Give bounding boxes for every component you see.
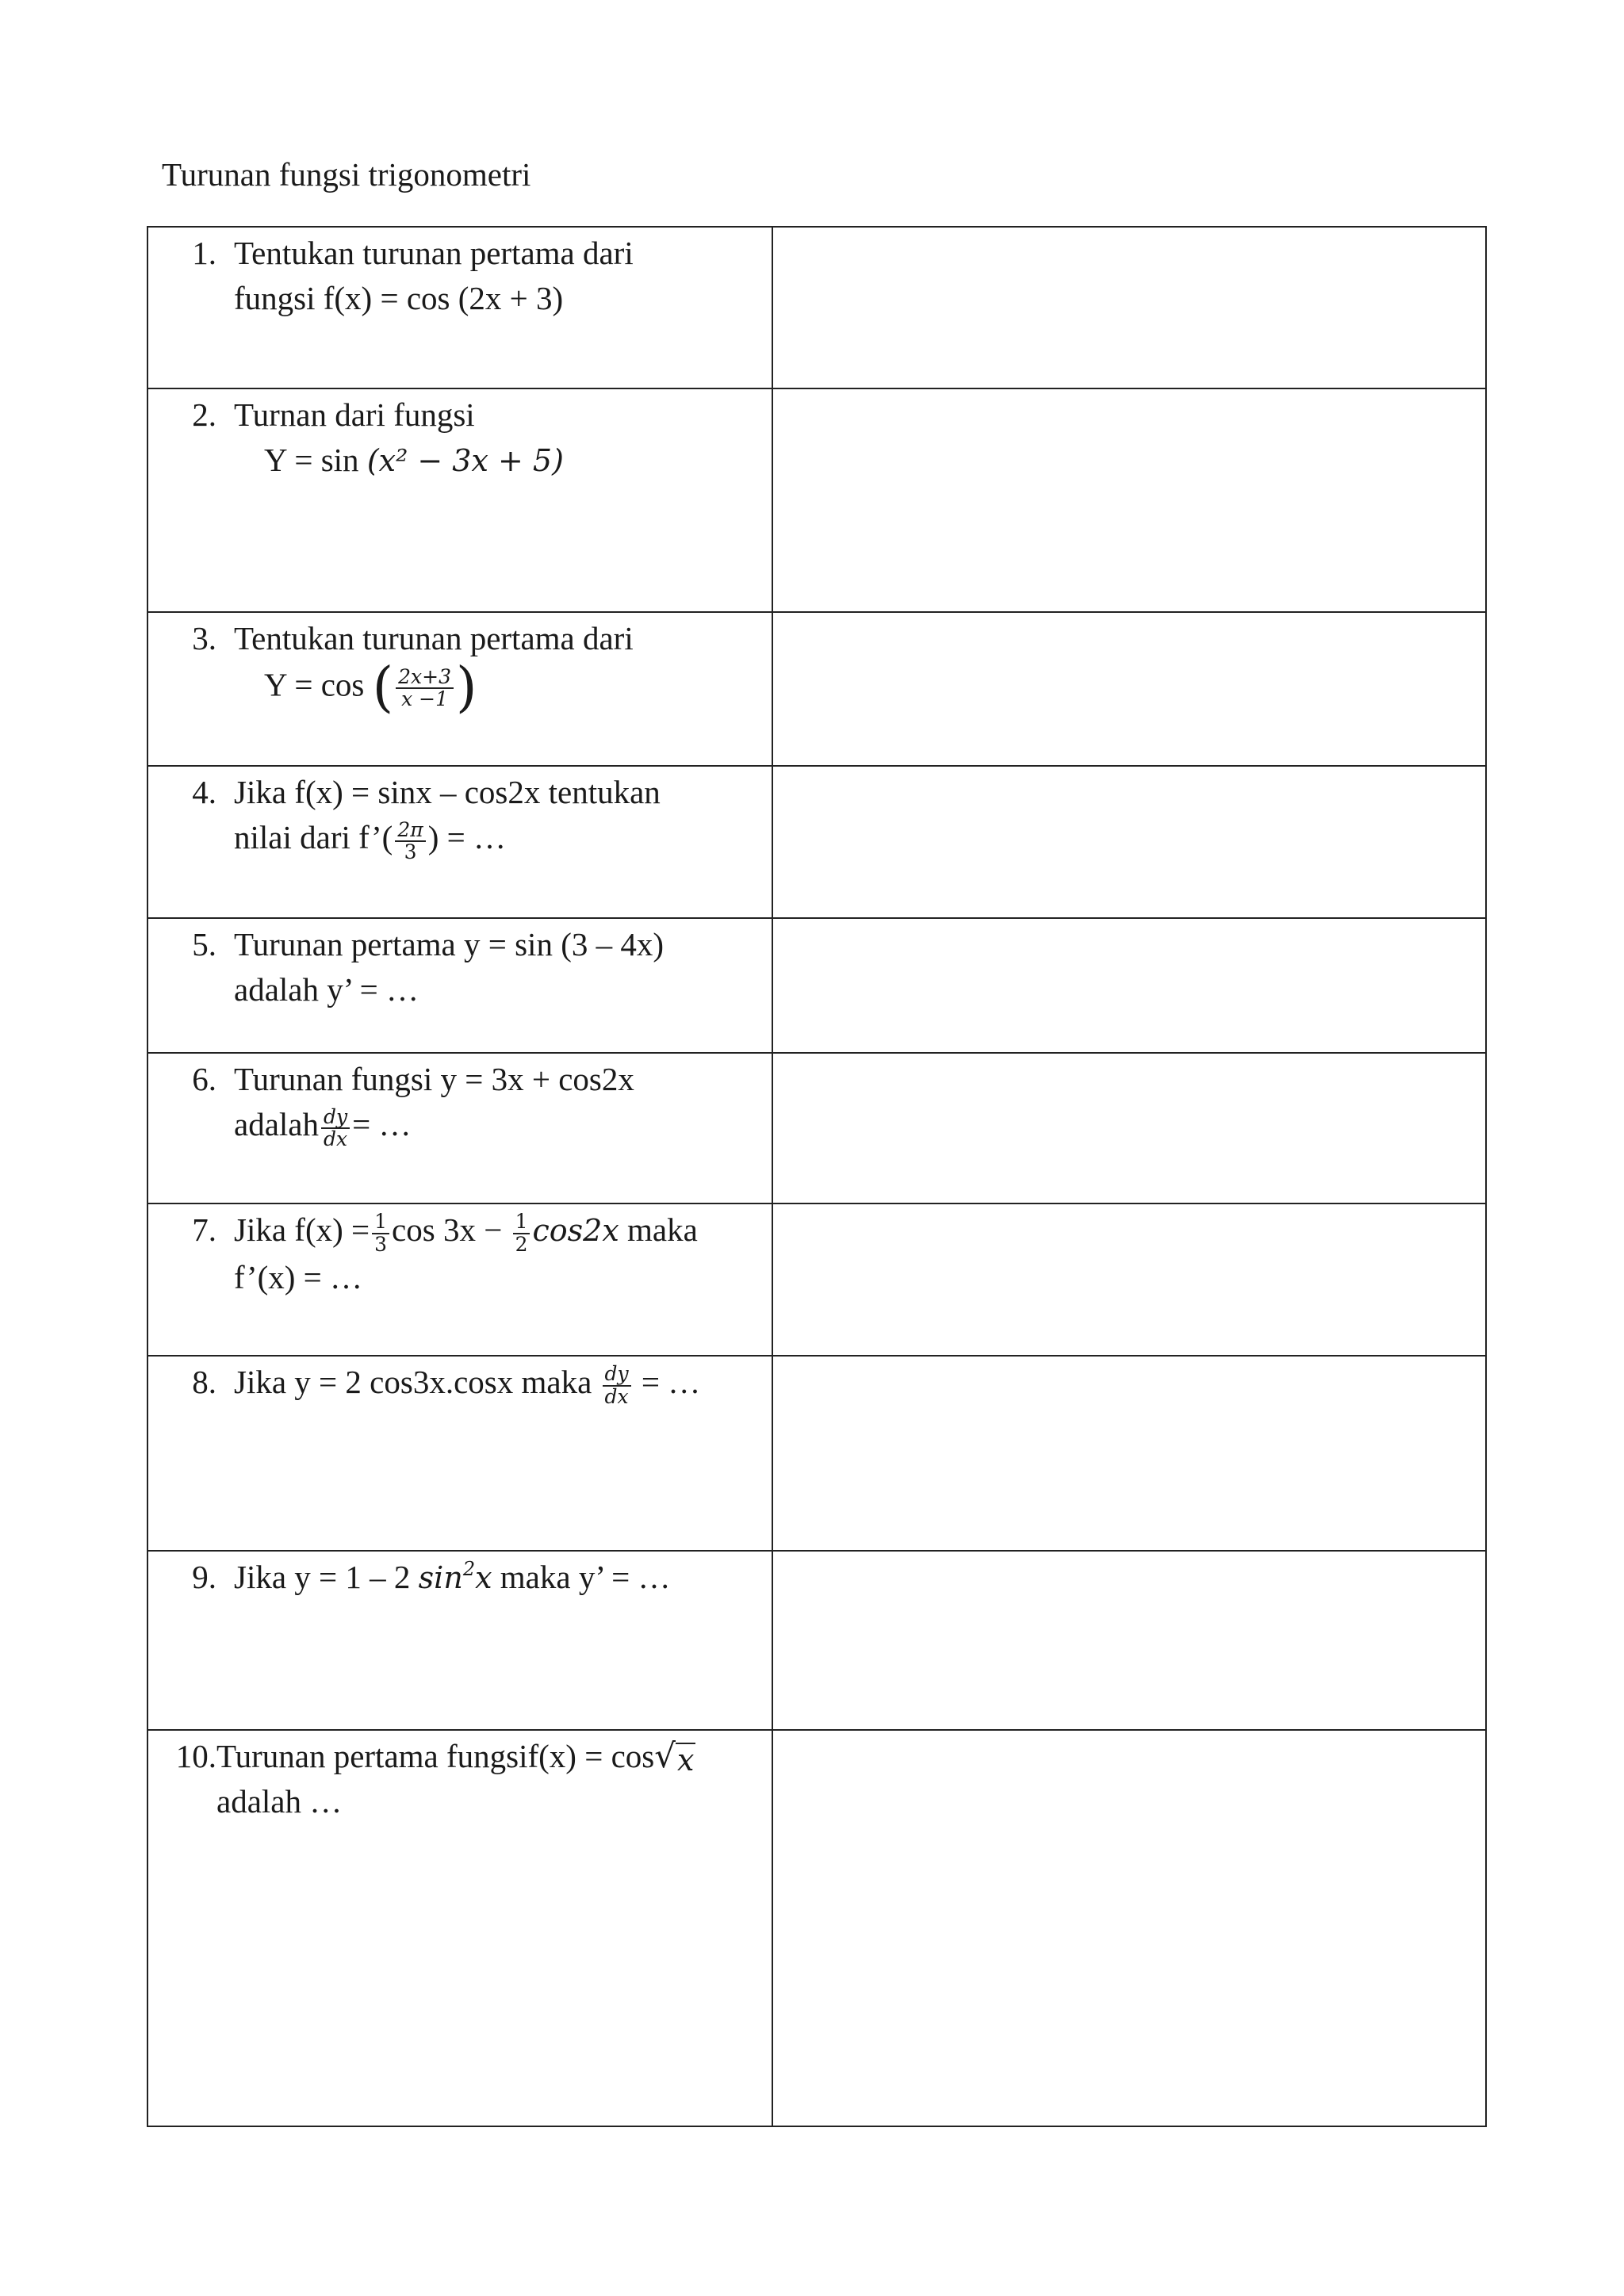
question-text-line2 — [234, 656, 764, 720]
question-text-line1: Turunan pertama y = sin (3 – 4x) — [234, 926, 665, 962]
expression-suffix: = … — [352, 1106, 412, 1143]
table-row — [147, 388, 1486, 612]
fraction-numerator: 1 — [513, 1211, 530, 1234]
question-cell-1 — [147, 227, 772, 388]
question-text-line1: Tentukan turunan pertama dari — [234, 620, 634, 656]
question-cell-6 — [147, 1053, 772, 1203]
question-number: 2. — [192, 396, 216, 433]
question-number: 6. — [192, 1061, 216, 1097]
fraction — [603, 1364, 631, 1407]
question-number: 10. — [175, 1738, 216, 1774]
question-number: 5. — [192, 926, 216, 962]
expression-suffix: maka y’ = … — [500, 1559, 671, 1595]
math-expression — [419, 1560, 492, 1595]
table-row — [147, 1551, 1486, 1730]
answer-cell-5[interactable] — [772, 918, 1486, 1053]
expression-suffix: = … — [641, 1364, 701, 1400]
question-cell-4 — [147, 766, 772, 918]
question-text-line1 — [234, 1207, 764, 1255]
question-text-line2 — [234, 1102, 764, 1150]
radicand: x — [676, 1743, 695, 1777]
math-function: sin — [418, 1560, 463, 1595]
fraction-denominator: dx — [604, 1384, 629, 1408]
question-text-line1 — [234, 1360, 764, 1407]
fraction-numerator: dy — [603, 1364, 631, 1386]
question-number: 9. — [192, 1559, 216, 1595]
expression-suffix: ) = … — [427, 819, 506, 856]
fraction-numerator: 1 — [372, 1211, 389, 1234]
question-text-line2: adalah y’ = … — [234, 971, 419, 1008]
page-title: Turunan fungsi trigonometri — [162, 156, 531, 193]
question-number: 1. — [192, 235, 216, 271]
left-paren: ( — [372, 656, 394, 720]
question-cell-8 — [147, 1356, 772, 1551]
question-text-line1 — [234, 1555, 764, 1600]
answer-cell-3[interactable] — [772, 612, 1486, 766]
fraction-numerator: 2π — [395, 820, 425, 842]
radical-sign: √ — [654, 1736, 676, 1775]
table-row — [147, 1053, 1486, 1203]
question-text-line1: Tentukan turunan pertama dari — [234, 235, 634, 271]
question-text-line2: f’(x) = … — [234, 1258, 362, 1295]
expression-prefix: Jika y = 2 cos3x.cosx maka — [234, 1364, 592, 1400]
answer-cell-7[interactable] — [772, 1203, 1486, 1356]
answer-cell-10[interactable] — [772, 1730, 1486, 2126]
right-paren: ) — [456, 656, 477, 720]
answer-cell-4[interactable] — [772, 766, 1486, 918]
question-number: 8. — [192, 1364, 216, 1400]
expression-prefix: Jika y = 1 – 2 — [234, 1559, 411, 1595]
question-table — [147, 226, 1487, 2127]
fraction-denominator: dx — [324, 1127, 348, 1150]
expression-middle: cos 3x − — [392, 1211, 503, 1248]
answer-cell-2[interactable] — [772, 388, 1486, 612]
expression-prefix: Jika f(x) = — [234, 1211, 370, 1248]
fraction-denominator: 2 — [515, 1232, 528, 1256]
question-text-line2: adalah … — [216, 1783, 343, 1820]
fraction-one-third — [372, 1211, 389, 1255]
expression-suffix: maka — [627, 1211, 698, 1248]
question-cell-5 — [147, 918, 772, 1053]
table-row — [147, 766, 1486, 918]
fraction — [321, 1104, 350, 1150]
math-variable: x — [475, 1560, 492, 1595]
math-expression: cos2x — [532, 1213, 619, 1248]
question-number: 4. — [192, 774, 216, 810]
question-cell-9 — [147, 1551, 772, 1730]
fraction-denominator: x −1 — [401, 687, 449, 711]
fraction-denominator: 3 — [404, 840, 417, 863]
square-root — [654, 1736, 695, 1777]
question-text-line1: Jika f(x) = sinx – cos2x tentukan — [234, 774, 661, 810]
question-text-line2 — [234, 815, 764, 863]
fraction — [396, 667, 454, 710]
answer-cell-6[interactable] — [772, 1053, 1486, 1203]
question-cell-2 — [147, 388, 772, 612]
expression-prefix: Turunan pertama fungsif(x) = cos — [216, 1738, 655, 1774]
math-expression: (x² − 3x + 5) — [366, 443, 564, 479]
question-text-line1: Turnan dari fungsi — [234, 396, 475, 433]
question-text-line2: fungsi f(x) = cos (2x + 3) — [234, 280, 564, 317]
fraction-numerator: dy — [321, 1107, 350, 1129]
question-cell-7 — [147, 1203, 772, 1356]
table-row — [147, 918, 1486, 1053]
question-text-line2 — [234, 438, 764, 483]
table-row — [147, 227, 1486, 388]
fraction-numerator: 2x+3 — [396, 667, 454, 689]
table-row — [147, 612, 1486, 766]
question-text-line1 — [216, 1734, 764, 1779]
table-row — [147, 1203, 1486, 1356]
answer-cell-9[interactable] — [772, 1551, 1486, 1730]
fraction — [395, 817, 425, 863]
table-row — [147, 1730, 1486, 2126]
fraction-denominator: 3 — [374, 1232, 388, 1256]
answer-cell-8[interactable] — [772, 1356, 1486, 1551]
answer-cell-1[interactable] — [772, 227, 1486, 388]
question-cell-3 — [147, 612, 772, 766]
table-row — [147, 1356, 1486, 1551]
expression-prefix: nilai dari f’( — [234, 819, 393, 856]
math-exponent: 2 — [462, 1558, 476, 1580]
question-number: 7. — [192, 1211, 216, 1248]
expression-prefix: adalah — [234, 1106, 319, 1143]
question-text-line1: Turunan fungsi y = 3x + cos2x — [234, 1061, 634, 1097]
question-number: 3. — [192, 620, 216, 656]
question-cell-10 — [147, 1730, 772, 2126]
fraction-one-half — [513, 1211, 530, 1255]
expression-prefix: Y = sin — [264, 442, 359, 479]
expression-prefix: Y = cos — [264, 666, 365, 703]
